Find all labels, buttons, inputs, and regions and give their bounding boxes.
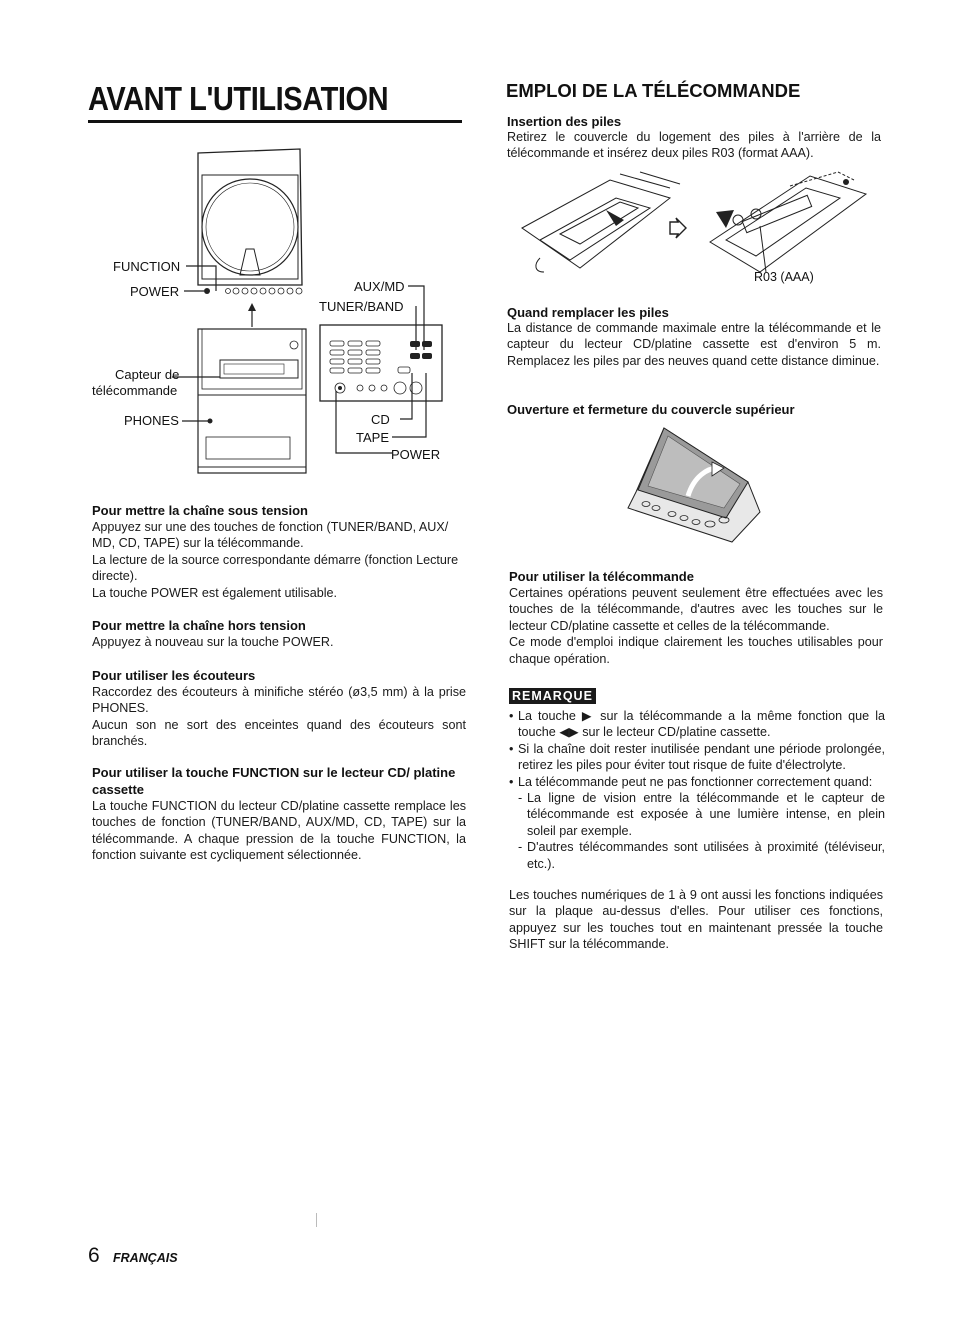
section-body: Retirez le couvercle du logement des piles à l'arrière de la télécommande et insérez deux piles R03 (format AAA).: [507, 130, 881, 161]
remote-lid-illustration: [628, 424, 764, 548]
label-cd: CD: [371, 412, 390, 427]
section-body: La distance de commande maximale entre la télécommande et le capteur du lecteur CD/platine cassette est d'environ 5 m. Remplacez les piles par des neuves quand cette distance diminue.: [507, 321, 881, 368]
section-body: [92, 519, 468, 601]
remarque-list: [509, 708, 885, 872]
label-power-top: POWER: [130, 284, 180, 299]
label-capteur-1: Capteur de: [115, 367, 180, 382]
section-heading: Pour utiliser les écouteurs: [92, 668, 256, 683]
section-heading: Quand remplacer les piles: [507, 305, 669, 320]
section-heading: Pour utiliser la touche FUNCTION sur le lecteur CD/ platine cassette: [92, 765, 456, 797]
section-heading: Insertion des piles: [507, 114, 622, 129]
play-icon: ▶: [581, 709, 595, 723]
section-title: EMPLOI DE LA TÉLÉCOMMANDE: [506, 80, 801, 101]
label-capteur-2: télécommande: [92, 383, 178, 398]
column-divider: [316, 1213, 317, 1227]
remarque-text: La touche: [518, 709, 576, 723]
play-pause-icon: ◀▶: [559, 725, 579, 740]
label-power-bottom: POWER: [391, 447, 441, 462]
remarque-item: • Si la chaîne doit rester inutilisée pendant une période prolongée, retirez les piles pour éviter tout risque de fuite d'électrolyte.: [509, 741, 885, 774]
label-tuner-band: TUNER/BAND: [319, 299, 404, 314]
section-body: [92, 634, 468, 650]
paragraph: Ce mode d'emploi indique clairement les touches utilisables pour chaque opération.: [509, 635, 883, 666]
label-function: FUNCTION: [113, 259, 181, 274]
paragraph: La touche FUNCTION du lecteur CD/platine cassette remplace les touches de fonction (TUNER/BAND, AUX/MD, CD, TAPE) sur la télécommande. A chaque pression de la touche FUNCTION, la fonction suivante est cycliquement sélectionnée.: [92, 799, 466, 863]
remarque-badge: REMARQUE: [509, 688, 596, 704]
title-underline: [88, 120, 462, 123]
stereo-system-diagram: [190, 145, 450, 485]
paragraph: Appuyez à nouveau sur la touche POWER.: [92, 635, 334, 649]
paragraph: Appuyez sur une des touches de fonction (TUNER/BAND, AUX/ MD, CD, TAPE) sur la télécommande.: [92, 520, 449, 551]
remarque-text: sur le lecteur CD/platine cassette.: [582, 725, 771, 740]
page-number: 6: [88, 1244, 100, 1267]
numeric-keys-note: Les touches numériques de 1 à 9 ont aussi les fonctions indiquées sur la plaque au-dessus d'elles. Pour utiliser ces fonctions, appuyez sur les touches tout en maintenant pressée la touche SHIFT sur la télécommande.: [509, 888, 883, 952]
paragraph: La touche POWER est également utilisable.: [92, 585, 338, 600]
section-heading: Pour mettre la chaîne sous tension: [92, 503, 308, 518]
remarque-subitem: - La ligne de vision entre la télécommande et le capteur de télécommande est exposée à une lumière intense, en plein soleil par exemple.: [509, 790, 885, 839]
remarque-item: [509, 708, 885, 741]
section-heading: Ouverture et fermeture du couvercle supérieur: [507, 402, 795, 417]
section-heading: Pour utiliser la télécommande: [509, 569, 694, 584]
section-body: [92, 684, 466, 750]
section-body: [92, 798, 466, 864]
label-aux-md: AUX/MD: [354, 279, 405, 294]
section-heading: Pour mettre la chaîne hors tension: [92, 618, 306, 633]
battery-insertion-illustration: [520, 168, 880, 278]
label-phones: PHONES: [124, 413, 179, 428]
footer-language: FRANÇAIS: [113, 1251, 178, 1265]
remarque-text: sur la télécommande a la même fonction que la touche: [518, 709, 885, 740]
paragraph: Certaines opérations peuvent seulement être effectuées avec les touches de la télécommande, d'autres avec les touches sur le lecteur CD/platine cassette et celles de la télécommande.: [509, 586, 883, 633]
section-body: [509, 585, 883, 667]
paragraph: Aucun son ne sort des enceintes quand des écouteurs sont branchés.: [92, 717, 466, 749]
paragraph: La lecture de la source correspondante démarre (fonction Lecture directe).: [92, 552, 459, 584]
paragraph: Raccordez des écouteurs à minifiche stéréo (ø3,5 mm) à la prise PHONES.: [92, 685, 466, 716]
label-tape: TAPE: [356, 430, 389, 445]
remarque-item: • La télécommande peut ne pas fonctionner correctement quand:: [509, 774, 885, 790]
page-title: AVANT L'UTILISATION: [88, 80, 389, 117]
battery-label: R03 (AAA): [754, 270, 814, 284]
remarque-subitem: - D'autres télécommandes sont utilisées à proximité (téléviseur, etc.).: [509, 839, 885, 872]
